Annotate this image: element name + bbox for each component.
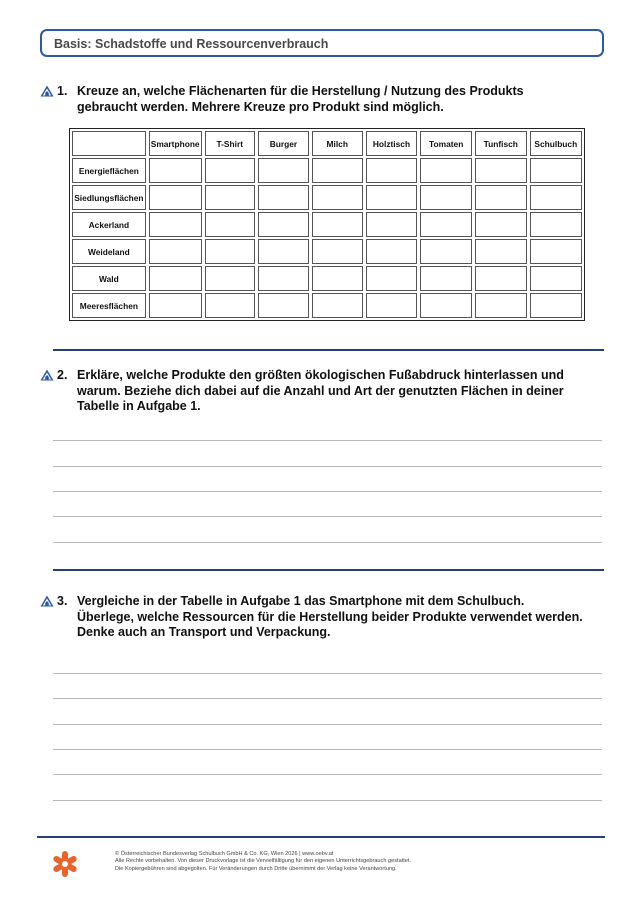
row-header: Energieflächen [72,158,146,183]
checkbox-cell[interactable] [530,185,582,210]
writing-line[interactable] [53,774,602,775]
checkbox-cell[interactable] [475,158,527,183]
footer-line: Die Kopiergebühren sind abgegolten. Für Veränderungen durch Dritte übernimmt der Verlag keine Verantwortung. [115,865,397,872]
checkbox-cell[interactable] [366,293,418,318]
task-line: Kreuze an, welche Flächenarten für die Herstellung / Nutzung des Produkts [77,84,524,98]
task-number: 2. [57,368,68,382]
checkbox-cell[interactable] [312,266,363,291]
checkbox-cell[interactable] [530,266,582,291]
checkbox-cell[interactable] [530,212,582,237]
checkbox-cell[interactable] [475,212,527,237]
oebv-asterisk-logo-icon [51,850,79,878]
column-header: Tunfisch [475,131,527,156]
row-header: Wald [72,266,146,291]
checkbox-cell[interactable] [312,239,363,264]
table-row [72,266,582,291]
checkbox-cell[interactable] [475,293,527,318]
checkbox-cell[interactable] [258,212,309,237]
table-row [72,212,582,237]
difficulty-triangle-icon [40,369,54,381]
checkbox-cell[interactable] [149,266,202,291]
task-line: Überlege, welche Ressourcen für die Herstellung beider Produkte verwendet werden. [77,609,583,624]
checkbox-cell[interactable] [530,158,582,183]
writing-line[interactable] [53,698,602,699]
checkbox-cell[interactable] [420,293,472,318]
difficulty-triangle-icon [40,85,54,97]
row-header: Weideland [72,239,146,264]
task-number: 1. [57,84,68,98]
task-instruction [77,368,564,415]
column-header: Milch [312,131,363,156]
task-instruction [77,84,524,115]
checkbox-cell[interactable] [205,266,255,291]
checkbox-cell[interactable] [366,185,418,210]
section-divider [53,349,604,351]
checkbox-cell[interactable] [475,266,527,291]
worksheet-title-box [40,29,604,57]
land-use-table [69,128,585,321]
task-instruction [77,594,583,641]
writing-line[interactable] [53,673,602,674]
table-row [72,158,582,183]
checkbox-cell[interactable] [312,293,363,318]
table-row [72,185,582,210]
writing-line[interactable] [53,440,602,441]
checkbox-cell[interactable] [420,185,472,210]
writing-line[interactable] [53,749,602,750]
checkbox-cell[interactable] [205,212,255,237]
checkbox-cell[interactable] [366,239,418,264]
writing-line[interactable] [53,466,602,467]
checkbox-cell[interactable] [530,239,582,264]
worksheet-title: Basis: Schadstoffe und Ressourcenverbrauch [54,37,329,51]
checkbox-cell[interactable] [258,266,309,291]
column-header: Tomaten [420,131,472,156]
checkbox-cell[interactable] [366,266,418,291]
checkbox-cell[interactable] [205,185,255,210]
checkbox-cell[interactable] [258,239,309,264]
checkbox-cell[interactable] [530,293,582,318]
footer-line: © Österreichischer Bundesverlag Schulbuch GmbH & Co. KG, Wien 2026 | www.oebv.at [115,851,334,857]
task-line: Vergleiche in der Tabelle in Aufgabe 1 das Smartphone mit dem Schulbuch. [77,594,525,608]
task-line: warum. Beziehe dich dabei auf die Anzahl und Art der genutzten Flächen in deiner [77,383,564,398]
checkbox-cell[interactable] [312,158,363,183]
writing-line[interactable] [53,800,602,801]
checkbox-cell[interactable] [312,212,363,237]
checkbox-cell[interactable] [420,212,472,237]
checkbox-cell[interactable] [149,185,202,210]
checkbox-cell[interactable] [366,158,418,183]
checkbox-cell[interactable] [475,185,527,210]
checkbox-cell[interactable] [149,239,202,264]
row-header: Ackerland [72,212,146,237]
checkbox-cell[interactable] [205,158,255,183]
checkbox-cell[interactable] [205,293,255,318]
checkbox-cell[interactable] [475,239,527,264]
task-number: 3. [57,594,68,608]
column-header: T-Shirt [205,131,255,156]
task-line: Tabelle in Aufgabe 1. [77,399,201,413]
task-line: Erkläre, welche Produkte den größten ökologischen Fußabdruck hinterlassen und [77,368,564,382]
column-header: Smartphone [149,131,202,156]
writing-line[interactable] [53,542,602,543]
table-corner-cell [72,131,146,156]
checkbox-cell[interactable] [258,185,309,210]
column-header: Burger [258,131,309,156]
checkbox-cell[interactable] [149,158,202,183]
checkbox-cell[interactable] [366,212,418,237]
task-line: gebraucht werden. Mehrere Kreuze pro Produkt sind möglich. [77,99,444,114]
difficulty-triangle-icon [40,595,54,607]
table-row [72,293,582,318]
row-header: Meeresflächen [72,293,146,318]
table-row [72,239,582,264]
section-divider [53,569,604,571]
writing-line[interactable] [53,516,602,517]
checkbox-cell[interactable] [149,212,202,237]
checkbox-cell[interactable] [205,239,255,264]
checkbox-cell[interactable] [312,185,363,210]
checkbox-cell[interactable] [258,293,309,318]
column-header: Schulbuch [530,131,582,156]
footer-line: Alle Rechte vorbehalten. Von dieser Druckvorlage ist die Vervielfältigung für den eigenen Unterrichtsgebrauch gestattet. [115,858,412,865]
checkbox-cell[interactable] [420,266,472,291]
footer-rule [37,836,605,838]
checkbox-cell[interactable] [149,293,202,318]
checkbox-cell[interactable] [258,158,309,183]
writing-line[interactable] [53,491,602,492]
row-header: Siedlungsflächen [72,185,146,210]
task-line: Denke auch an Transport und Verpackung. [77,625,331,639]
writing-line[interactable] [53,724,602,725]
checkbox-cell[interactable] [420,239,472,264]
table-header-row [72,131,582,156]
checkbox-cell[interactable] [420,158,472,183]
footer-copyright [115,851,411,873]
column-header: Holztisch [366,131,418,156]
